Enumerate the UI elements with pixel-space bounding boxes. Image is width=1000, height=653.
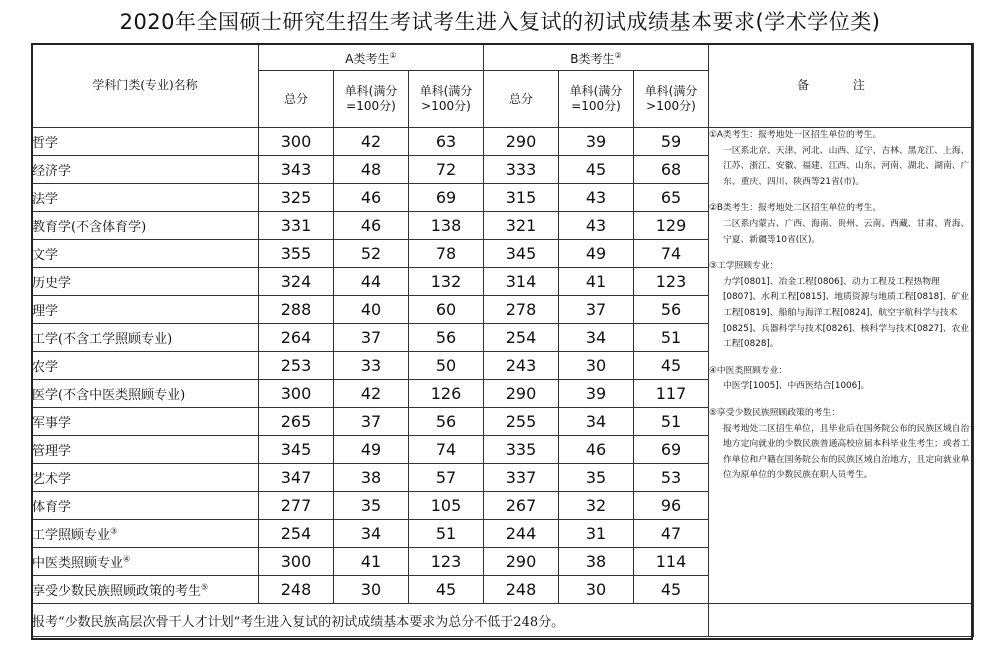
score-cell-a-over: 132: [409, 268, 484, 296]
score-cell-a-total: 277: [259, 492, 334, 520]
remark-title: ⑤享受少数民族照顾政策的考生：: [709, 407, 841, 418]
a-total-header: 总分: [259, 71, 334, 128]
remark-title: ③工学照顾专业：: [709, 261, 779, 272]
discipline-label: 经济学: [32, 164, 72, 179]
score-cell-a-over: 60: [409, 296, 484, 324]
score-cell-a-over: 56: [409, 408, 484, 436]
discipline-label: 理学: [32, 304, 59, 319]
footnote-mark: ③: [110, 526, 118, 536]
score-cell-b-total: 278: [484, 296, 559, 324]
footnote-mark: ④: [123, 554, 131, 564]
score-cell-b-total: 248: [484, 576, 559, 604]
score-cell-a-total: 300: [259, 380, 334, 408]
score-cell-b-100: 39: [559, 380, 634, 408]
score-cell-a-100: 33: [334, 352, 409, 380]
score-cell-b-100: 49: [559, 240, 634, 268]
score-cell-a-total: 355: [259, 240, 334, 268]
score-cell-a-total: 324: [259, 268, 334, 296]
score-cell-a-over: 74: [409, 436, 484, 464]
score-cell-a-over: 138: [409, 212, 484, 240]
group-b-header: B类考生②: [484, 44, 709, 71]
discipline-label: 工学(不含工学照顾专业): [32, 332, 173, 347]
score-cell-a-total: 265: [259, 408, 334, 436]
score-cell-b-total: 243: [484, 352, 559, 380]
score-cell-a-100: 34: [334, 520, 409, 548]
remark-body: 一区系北京、天津、河北、山西、辽宁、吉林、黑龙江、上海、江苏、浙江、安徽、福建、江西、山东、河南、湖北、湖南、广东、重庆、四川、陕西等21省(市)。: [723, 145, 970, 187]
score-cell-b-100: 43: [559, 212, 634, 240]
remark-title: ①A类考生：报考地处一区招生单位的考生。: [709, 130, 882, 140]
score-cell-b-100: 37: [559, 296, 634, 324]
score-cell-b-over: 65: [634, 184, 709, 212]
score-cell-b-over: 69: [634, 436, 709, 464]
score-cell-b-total: 333: [484, 156, 559, 184]
score-cell-b-total: 255: [484, 408, 559, 436]
score-cell-a-over: 57: [409, 464, 484, 492]
discipline-label: 体育学: [32, 500, 72, 515]
score-cell-a-over: 126: [409, 380, 484, 408]
discipline-label: 中医类照顾专业: [32, 556, 124, 571]
score-cell-a-over: 105: [409, 492, 484, 520]
score-cell-a-100: 52: [334, 240, 409, 268]
score-cell-b-100: 30: [559, 352, 634, 380]
score-cell-a-total: 331: [259, 212, 334, 240]
discipline-header: 学科门类(专业)名称: [32, 44, 259, 128]
score-cell-b-100: 46: [559, 436, 634, 464]
remark-body: 力学[0801]、冶金工程[0806]、动力工程及工程热物理[0807]、水利工程[0815]、地质资源与地质工程[0818]、矿业工程[0819]、船舶与海洋工程[0824]、航空宇航科学与技术[0825]、兵器科学与技术[0826]、核科学与技术[0827]、农业工程[0828]。: [723, 276, 970, 350]
score-cell-b-100: 34: [559, 324, 634, 352]
score-cell-b-total: 290: [484, 128, 559, 156]
remark-title: ④中医类照顾专业：: [709, 365, 788, 376]
footnote-text: 报考“少数民族高层次骨干人才计划”考生进入复试的初试成绩基本要求为总分不低于248分。: [32, 604, 709, 637]
score-cell-a-over: 69: [409, 184, 484, 212]
score-cell-a-over: 45: [409, 576, 484, 604]
score-cell-b-total: 267: [484, 492, 559, 520]
b-total-header: 总分: [484, 71, 559, 128]
discipline-label: 享受少数民族照顾政策的考生: [32, 584, 202, 599]
score-cell-b-total: 244: [484, 520, 559, 548]
discipline-label: 农学: [32, 360, 59, 375]
a-single-100-header: 单科(满分=100分): [334, 71, 409, 128]
score-cell-a-100: 46: [334, 184, 409, 212]
score-cell-a-over: 63: [409, 128, 484, 156]
score-cell-b-total: 321: [484, 212, 559, 240]
remark-body: 二区系内蒙古、广西、海南、贵州、云南、西藏、甘肃、青海、宁夏、新疆等10省(区)。: [723, 218, 970, 245]
discipline-label: 医学(不含中医类照顾专业): [32, 388, 186, 403]
discipline-label: 历史学: [32, 276, 72, 291]
score-cell-a-100: 37: [334, 408, 409, 436]
remarks-header: 备 注: [709, 44, 974, 128]
score-cell-a-over: 123: [409, 548, 484, 576]
score-cell-a-over: 56: [409, 324, 484, 352]
remark-title: ②B类考生：报考地处二区招生单位的考生。: [709, 203, 882, 214]
score-cell-a-100: 46: [334, 212, 409, 240]
score-cell-a-over: 50: [409, 352, 484, 380]
score-cell-a-total: 264: [259, 324, 334, 352]
score-cell-b-total: 337: [484, 464, 559, 492]
score-cell-a-100: 44: [334, 268, 409, 296]
score-cell-a-over: 51: [409, 520, 484, 548]
score-cell-b-100: 38: [559, 548, 634, 576]
score-cell-a-100: 42: [334, 380, 409, 408]
score-cell-a-total: 300: [259, 128, 334, 156]
score-cell-b-100: 30: [559, 576, 634, 604]
score-cell-a-100: 41: [334, 548, 409, 576]
score-cell-b-over: 51: [634, 324, 709, 352]
score-cell-b-over: 96: [634, 492, 709, 520]
score-cell-b-total: 290: [484, 548, 559, 576]
score-cell-b-total: 335: [484, 436, 559, 464]
table-frame: [31, 43, 973, 640]
score-cell-a-over: 72: [409, 156, 484, 184]
score-cell-a-total: 288: [259, 296, 334, 324]
score-cell-b-over: 117: [634, 380, 709, 408]
score-cell-a-100: 38: [334, 464, 409, 492]
page-title: 2020年全国硕士研究生招生考试考生进入复试的初试成绩基本要求(学术学位类): [119, 10, 881, 34]
score-cell-b-over: 45: [634, 352, 709, 380]
score-cell-a-100: 48: [334, 156, 409, 184]
score-cell-b-over: 45: [634, 576, 709, 604]
score-cell-a-100: 49: [334, 436, 409, 464]
score-cell-b-100: 39: [559, 128, 634, 156]
score-cell-b-total: 345: [484, 240, 559, 268]
score-cell-b-total: 290: [484, 380, 559, 408]
b-single-over-100-header: 单科(满分>100分): [634, 71, 709, 128]
score-cell-b-over: 53: [634, 464, 709, 492]
score-cell-b-100: 31: [559, 520, 634, 548]
score-cell-b-total: 315: [484, 184, 559, 212]
score-cell-b-over: 59: [634, 128, 709, 156]
score-cell-b-total: 254: [484, 324, 559, 352]
score-cell-a-100: 37: [334, 324, 409, 352]
score-cell-b-over: 47: [634, 520, 709, 548]
score-cell-a-100: 42: [334, 128, 409, 156]
score-cell-a-100: 30: [334, 576, 409, 604]
a-single-over-100-header: 单科(满分>100分): [409, 71, 484, 128]
score-cell-a-total: 345: [259, 436, 334, 464]
score-cell-b-100: 43: [559, 184, 634, 212]
score-cell-b-over: 56: [634, 296, 709, 324]
score-cell-a-total: 325: [259, 184, 334, 212]
score-cell-a-total: 347: [259, 464, 334, 492]
b-single-100-header: 单科(满分=100分): [559, 71, 634, 128]
discipline-label: 工学照顾专业: [32, 528, 111, 543]
discipline-label: 军事学: [32, 416, 72, 431]
group-a-header: A类考生①: [259, 44, 484, 71]
discipline-label: 管理学: [32, 444, 72, 459]
score-cell-a-total: 253: [259, 352, 334, 380]
footnote-mark: ⑤: [201, 582, 209, 592]
score-cell-b-100: 32: [559, 492, 634, 520]
score-cell-a-100: 35: [334, 492, 409, 520]
remark-body: 报考地处二区招生单位，且毕业后在国务院公布的民族区域自治地方定向就业的少数民族普通高校应届本科毕业生考生；或者工作单位和户籍在国务院公布的民族区域自治地方，且定向就业单位为原单位的少数民族在职人员考生。: [723, 423, 970, 481]
score-cell-b-100: 41: [559, 268, 634, 296]
score-cell-a-total: 254: [259, 520, 334, 548]
score-cell-b-100: 45: [559, 156, 634, 184]
score-cell-a-total: 248: [259, 576, 334, 604]
score-cell-b-100: 34: [559, 408, 634, 436]
discipline-label: 文学: [32, 248, 59, 263]
discipline-label: 法学: [32, 192, 59, 207]
discipline-label: 教育学(不含体育学): [32, 220, 147, 235]
score-cell-a-total: 343: [259, 156, 334, 184]
score-cell-b-total: 314: [484, 268, 559, 296]
score-cell-a-over: 78: [409, 240, 484, 268]
remark-body: 中医学[1005]、中西医结合[1006]。: [723, 381, 870, 392]
discipline-label: 哲学: [32, 136, 59, 151]
score-cell-b-over: 68: [634, 156, 709, 184]
score-cell-b-100: 35: [559, 464, 634, 492]
score-cell-b-over: 51: [634, 408, 709, 436]
discipline-label: 艺术学: [32, 472, 72, 487]
score-cell-b-over: 114: [634, 548, 709, 576]
score-cell-b-over: 74: [634, 240, 709, 268]
score-cell-b-over: 129: [634, 212, 709, 240]
score-cell-a-total: 300: [259, 548, 334, 576]
score-cell-a-100: 40: [334, 296, 409, 324]
score-cell-b-over: 123: [634, 268, 709, 296]
